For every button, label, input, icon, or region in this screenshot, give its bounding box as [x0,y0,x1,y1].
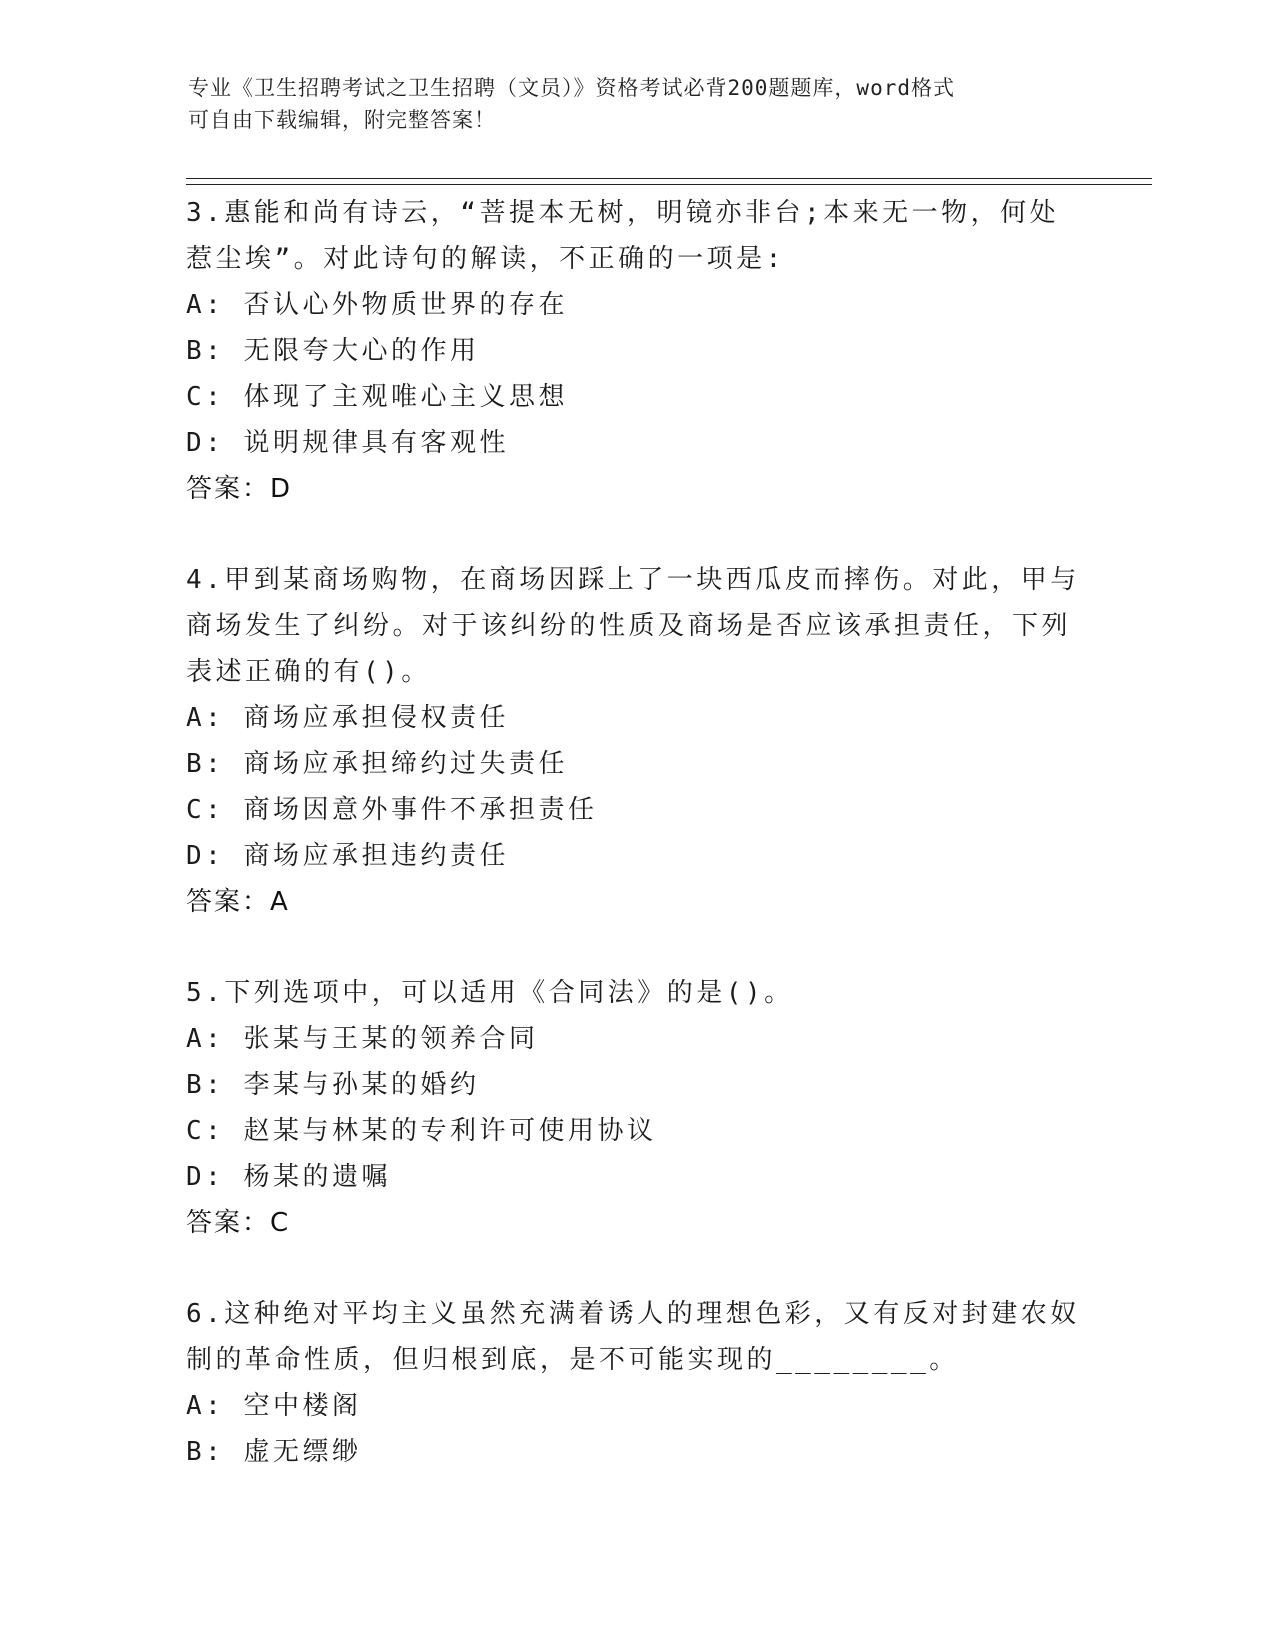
question-text: 6.这种绝对平均主义虽然充满着诱人的理想色彩，又有反对封建农奴制的革命性质，但归根到底，是不可能实现的________。 [186,1299,1080,1375]
header-divider-bottom [186,184,1152,185]
header-divider-top [186,178,1152,179]
question-spacer [186,925,1086,970]
option-c: C: 体现了主观唯心主义思想 [186,382,568,412]
option-a: A: 空中楼阁 [186,1391,362,1421]
question-spacer [186,512,1086,557]
answer-text: 答案：A [186,887,290,917]
option-c: C: 赵某与林某的专利许可使用协议 [186,1116,657,1146]
question-spacer [186,1246,1086,1291]
option-a: A: 否认心外物质世界的存在 [186,290,568,320]
option-b: B: 虚无缥缈 [186,1437,362,1467]
question-text: 5.下列选项中，可以适用《合同法》的是()。 [186,978,794,1008]
question-text: 4.甲到某商场购物，在商场因踩上了一块西瓜皮而摔伤。对此，甲与商场发生了纠纷。对于该纠纷的性质及商场是否应该承担责任，下列表述正确的有()。 [186,565,1080,687]
document-header [188,72,1068,136]
question-item [186,557,1086,925]
question-item [186,190,1086,512]
question-item [186,970,1086,1246]
option-c: C: 商场因意外事件不承担责任 [186,795,598,825]
option-d: D: 说明规律具有客观性 [186,428,509,458]
option-a: A: 张某与王某的领养合同 [186,1024,539,1054]
question-item [186,1291,1086,1475]
answer-text: 答案：D [186,474,293,504]
option-b: B: 李某与孙某的婚约 [186,1070,480,1100]
question-text: 3.惠能和尚有诗云，“菩提本无树，明镜亦非台;本来无一物，何处惹尘埃”。对此诗句的解读，不正确的一项是: [186,198,1060,274]
option-b: B: 无限夸大心的作用 [186,336,480,366]
header-title-line-1: 专业《卫生招聘考试之卫生招聘（文员）》资格考试必背200题题库，word格式 [188,76,955,100]
answer-text: 答案：C [186,1208,291,1238]
option-d: D: 商场应承担违约责任 [186,841,509,871]
header-title-line-2: 可自由下载编辑，附完整答案！ [188,108,496,132]
option-b: B: 商场应承担缔约过失责任 [186,749,568,779]
option-a: A: 商场应承担侵权责任 [186,703,509,733]
question-list [186,190,1086,1475]
option-d: D: 杨某的遗嘱 [186,1162,391,1192]
